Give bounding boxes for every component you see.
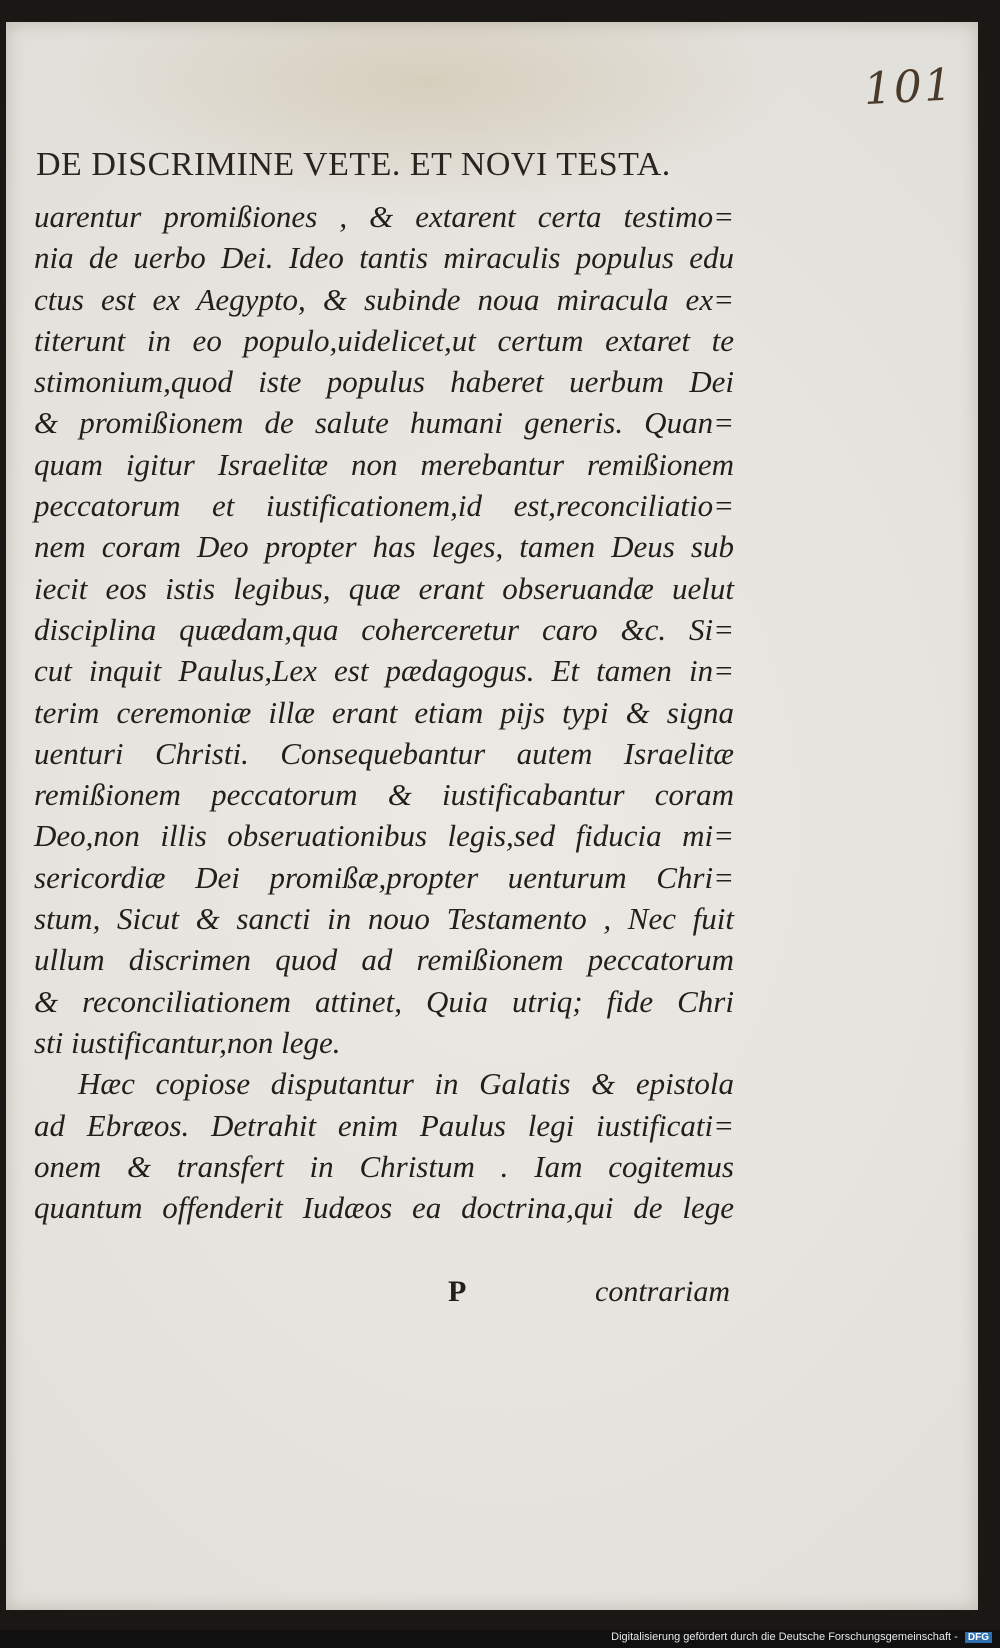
text-line: sti iustificantur,non lege.	[34, 1024, 341, 1060]
footer-credit	[611, 1631, 992, 1643]
catch-row	[34, 1275, 734, 1319]
text-line: quam igitur Israelitæ non merebantur remißionem	[34, 446, 734, 482]
text-line: quantum offenderit Iudæos ea doctrina,qui de lege	[34, 1190, 734, 1226]
text-line: terim ceremoniæ illæ erant etiam pijs typi & signa	[34, 694, 734, 730]
text-line: onem & transfert in Christum . Iam cogitemus	[34, 1148, 734, 1184]
body-text	[34, 196, 734, 1228]
running-head: DE DISCRIMINE VETE. ET NOVI TESTA.	[36, 146, 671, 183]
dfg-logo-icon: DFG	[965, 1632, 992, 1643]
footer-credit-text: Digitalisierung gefördert durch die Deutsche Forschungsgemeinschaft -	[611, 1631, 958, 1643]
text-line: disciplina quædam,qua coherceretur caro &c. Si=	[34, 611, 734, 647]
footer-bar	[0, 1630, 1000, 1648]
text-line: iecit eos istis legibus, quæ erant obseruandæ uelut	[34, 570, 734, 606]
text-line: & promißionem de salute humani generis. Quan=	[34, 405, 734, 441]
text-line: stimonium,quod iste populus haberet uerbum Dei	[34, 364, 734, 400]
text-line: cut inquit Paulus,Lex est pædagogus. Et tamen in=	[34, 653, 734, 689]
text-line: nem coram Deo propter has leges, tamen Deus sub	[34, 529, 734, 565]
text-line: ad Ebræos. Detrahit enim Paulus legi iustificati=	[34, 1107, 734, 1143]
text-line: remißionem peccatorum & iustificabantur coram	[34, 777, 734, 813]
text-line: uarentur promißiones , & extarent certa testimo=	[34, 199, 734, 234]
catchword: contrariam	[595, 1275, 730, 1308]
text-line: Deo,non illis obseruationibus legis,sed fiducia mi=	[34, 818, 734, 854]
text-line: stum, Sicut & sancti in nouo Testamento , Nec fuit	[34, 901, 734, 937]
text-line: peccatorum et iustificationem,id est,reconciliatio=	[34, 488, 734, 524]
signature-mark: P	[448, 1275, 467, 1308]
text-line: ctus est ex Aegypto, & subinde noua miracula ex=	[34, 281, 734, 317]
text-line: sericordiæ Dei promißæ,propter uenturum Chri=	[34, 859, 734, 895]
paragraph-start-line: Hæc copiose disputantur in Galatis & epistola	[78, 1066, 734, 1102]
text-line: & reconciliationem attinet, Quia utriq; fide Chri	[34, 983, 734, 1019]
text-line: titerunt in eo populo,uidelicet,ut certum extaret te	[34, 322, 734, 358]
text-line: ullum discrimen quod ad remißionem peccatorum	[34, 942, 734, 978]
text-line: nia de uerbo Dei. Ideo tantis miraculis populus edu	[34, 240, 734, 276]
page-number: 101	[862, 59, 956, 116]
text-line: uenturi Christi. Consequebantur autem Israelitæ	[34, 735, 734, 771]
